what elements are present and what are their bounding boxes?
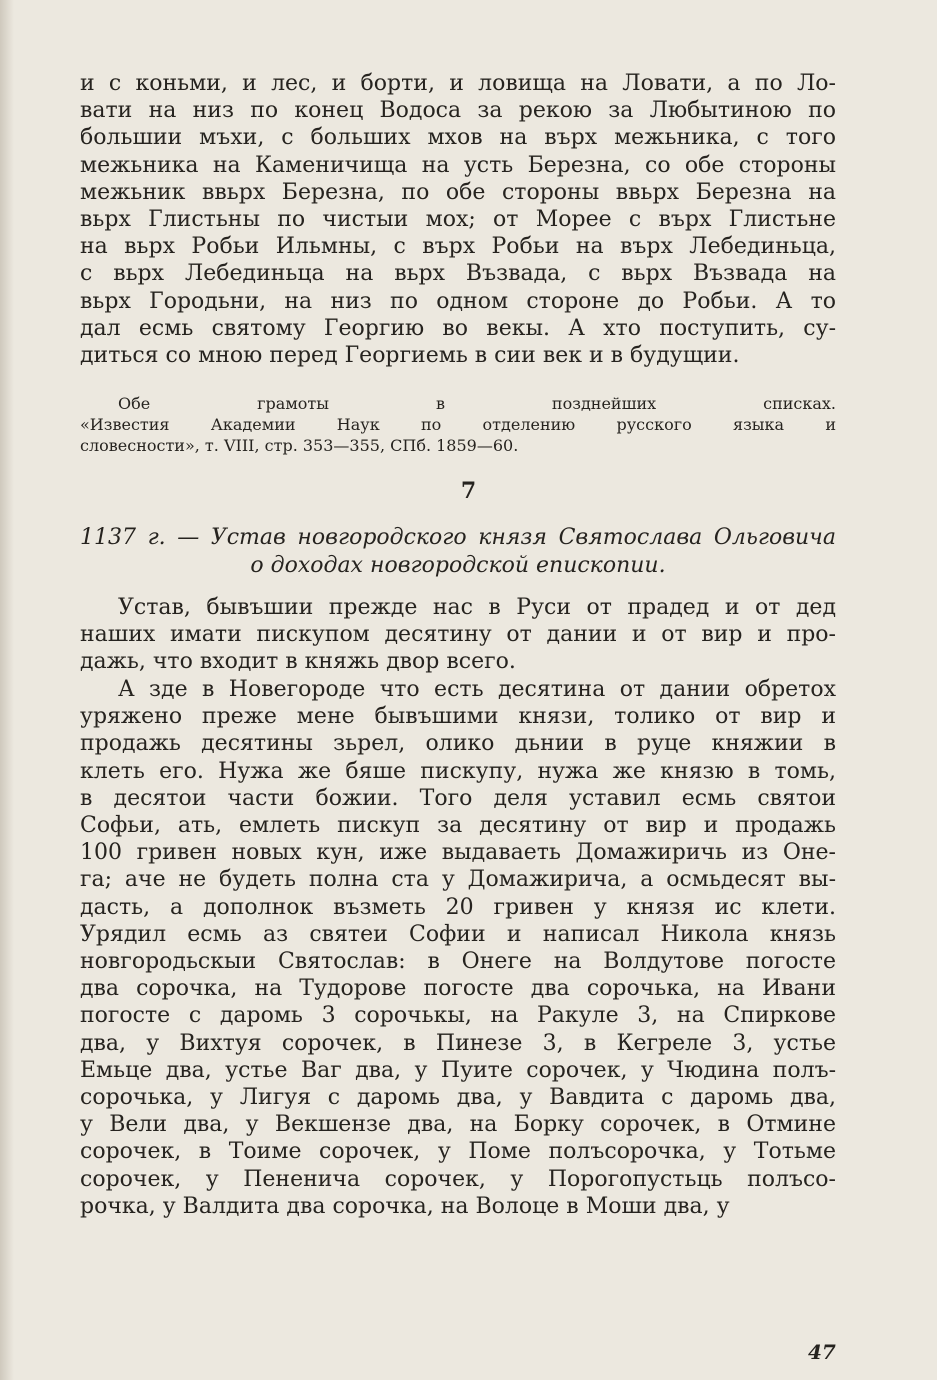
text-line: вьрх Городьни, на низ по одном стороне до Робьи. А то	[80, 288, 836, 314]
paragraph-statute-body	[80, 676, 836, 1220]
text-line: дасть, а дополнок възметь 20 гривен у князя ис клети.	[80, 894, 836, 920]
text-line: у Вели два, у Векшензе два, на Борку сорочек, в Отмине	[80, 1112, 836, 1138]
heading-line: о доходах новгородской епископии.	[250, 553, 666, 578]
section-heading	[80, 524, 836, 580]
text-line: диться со мною перед Георгиемь в сии век и в будущии.	[80, 343, 740, 369]
text-line: с вьрх Лебединьца на вьрх Възвада, с вьрх Възвада на	[80, 261, 836, 287]
text-line: 100 гривен новых кун, иже выдаваеть Домажиричь из Оне-	[80, 840, 836, 866]
text-line: га; аче не будеть полна ста у Домажирича, а осмьдесят вы-	[80, 867, 836, 893]
text-line: межьника на Каменичища на усть Березна, со обе стороны	[80, 152, 836, 178]
text-line: рочка, у Валдита два сорочка, на Волоце в Моши два, у	[80, 1193, 730, 1219]
text-line: словесности», т. VIII, стр. 353—355, СПб. 1859—60.	[80, 436, 519, 455]
text-line: два сорочка, на Тудорове погосте два сорочька, на Ивани	[80, 976, 836, 1002]
text-line: сорочек, у Пененича сорочек, у Порогопустьць полъсо-	[80, 1166, 836, 1192]
text-line: дажь, что входит в княжь двор всего.	[80, 649, 516, 675]
page-number: 47	[808, 1340, 836, 1364]
text-line: клеть его. Нужа же бяше пискупу, нужа же князю в томь,	[80, 758, 836, 784]
text-line: Обе грамоты в позднейших списках.	[118, 394, 836, 413]
text-line: Софьи, ать, емлеть пискуп за десятину от вир и продажь	[80, 813, 836, 839]
text-line: погосте с даромь 3 сорочькы, на Ракуле 3, на Спиркове	[80, 1003, 836, 1029]
text-line: уряжено преже мене бывъшими князи, толико от вир и	[80, 704, 836, 730]
paragraph-charter-end	[80, 70, 836, 369]
paragraph-statute-intro	[80, 594, 836, 676]
text-line: на вьрх Робьи Ильмны, с върх Робьи на върх Лебединьца,	[80, 234, 836, 260]
text-line: А зде в Новегороде что есть десятина от дании обретох	[118, 677, 836, 702]
text-line: «Известия Академии Наук по отделению русского языка и	[80, 415, 836, 434]
text-line: Урядил есмь аз святеи Софии и написал Никола князь	[80, 921, 836, 947]
text-line: сорочька, у Лигуя с даромь два, у Вавдита с даромь два,	[80, 1085, 836, 1111]
text-line: вати на низ по конец Водоса за рекою за Любытиною по	[80, 98, 836, 124]
text-line: вьрх Глистьны по чистыи мох; от Морее с върх Глистьне	[80, 207, 836, 233]
text-line: два, у Вихтуя сорочек, в Пинезе 3, в Кегреле 3, устье	[80, 1030, 836, 1056]
text-line: Емьце два, устье Ваг два, у Пуите сорочек, у Чюдина полъ-	[80, 1057, 836, 1083]
binding-shadow	[0, 0, 14, 1380]
footnotes	[80, 393, 836, 456]
text-line: дал есмь святому Георгию во векы. А хто поступить, су-	[80, 315, 836, 341]
section-number: 7	[460, 478, 477, 504]
text-line: наших имати пискупом десятину от дании и от вир и про-	[80, 622, 836, 648]
text-line: продажь десятины зьрел, олико дьнии в руце княжии в	[80, 731, 836, 757]
text-line: новгородьскыи Святослав: в Онеге на Волдутове погосте	[80, 949, 836, 975]
text-line: большии мъхи, с больших мхов на върх межьника, с того	[80, 125, 836, 151]
text-line: межьник ввьрх Березна, по обе стороны ввьрх Березна на	[80, 179, 836, 205]
heading-line: 1137 г. — Устав новгородского князя Святослава Ольговича	[80, 525, 836, 550]
text-line: и с коньми, и лес, и борти, и ловища на Ловати, а по Ло-	[80, 71, 836, 96]
text-line: сорочек, в Тоиме сорочек, у Поме полъсорочка, у Тотьме	[80, 1139, 836, 1165]
text-line: в десятои части божии. Того деля уставил есмь святои	[80, 785, 836, 811]
text-line: Устав, бывъшии прежде нас в Руси от прадед и от дед	[118, 595, 836, 620]
